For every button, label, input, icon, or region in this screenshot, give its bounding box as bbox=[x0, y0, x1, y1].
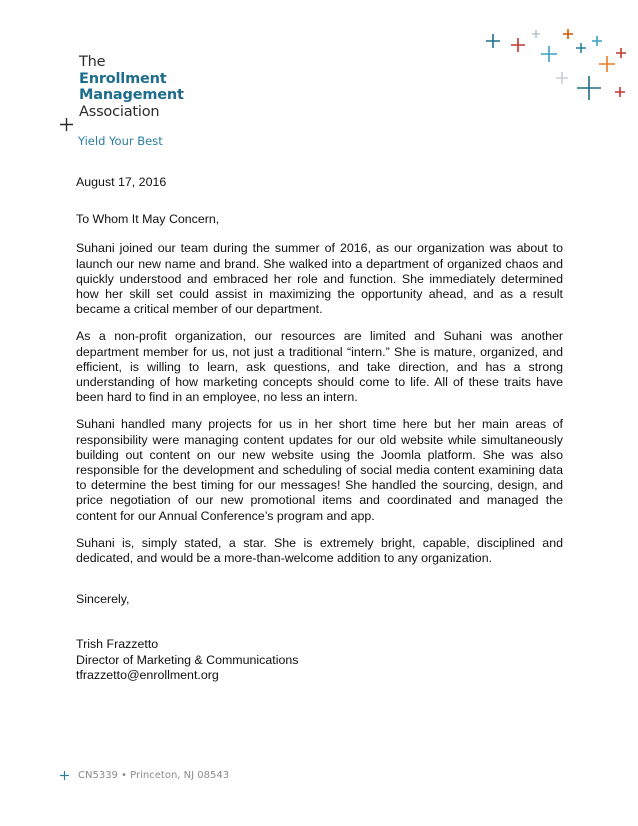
letter-greeting: To Whom It May Concern, bbox=[76, 212, 220, 227]
letter-body bbox=[76, 175, 563, 683]
cross-mark bbox=[563, 29, 573, 39]
cross-mark bbox=[615, 87, 625, 97]
body-paragraph: Suhani joined our team during the summer of 2016, as our organization was about to launch our new name and brand. She walked into a department of organized chaos and quickly understood and embraced her role and function. She immediately determined how her skill set could assist in maximizing the opportunity ahead, and as a result became a critical member of our department. bbox=[76, 241, 563, 317]
logo-line-the: The bbox=[79, 54, 106, 70]
plus-icon bbox=[60, 118, 73, 131]
letter-closing: Sincerely, bbox=[76, 592, 130, 607]
cross-mark bbox=[541, 46, 557, 62]
signature-block bbox=[76, 637, 563, 683]
logo-line-enrollment: Enrollment bbox=[79, 70, 167, 87]
decorative-crosses-icon bbox=[478, 26, 630, 104]
letter-date: August 17, 2016 bbox=[76, 175, 167, 189]
footer-address: CN5339 • Princeton, NJ 08543 bbox=[78, 770, 230, 781]
cross-mark bbox=[577, 76, 601, 100]
logo-line-management: Management bbox=[79, 87, 184, 103]
cross-mark bbox=[556, 72, 568, 84]
cross-mark bbox=[616, 48, 626, 58]
cross-mark bbox=[532, 30, 540, 38]
footer bbox=[60, 770, 229, 781]
body-paragraph: Suhani is, simply stated, a star. She is extremely bright, capable, disciplined and dedicated, and would be a more-than-welcome addition to any organization. bbox=[76, 535, 563, 566]
tagline: Yield Your Best bbox=[78, 134, 163, 148]
cross-mark bbox=[592, 36, 602, 46]
logo-line-association: Association bbox=[79, 103, 160, 120]
cross-mark bbox=[599, 56, 615, 72]
cross-mark bbox=[486, 34, 500, 48]
signer-email-link[interactable]: tfrazzetto@enrollment.org bbox=[76, 667, 219, 682]
organization-logo bbox=[79, 54, 184, 120]
body-paragraph: As a non-profit organization, our resources are limited and Suhani was another department member for us, not just a traditional “intern.” She is mature, organized, and efficient, is willing to learn, ask questions, and take direction, and has a strong understanding of how marketing concepts should come to life. All of these traits have been hard to find in an employee, no less an intern. bbox=[76, 329, 563, 405]
cross-mark bbox=[511, 38, 525, 52]
signer-title: Director of Marketing & Communications bbox=[76, 652, 299, 667]
cross-mark bbox=[576, 43, 586, 53]
signer-name: Trish Frazzetto bbox=[76, 637, 159, 652]
body-paragraph: Suhani handled many projects for us in her short time here but her main areas of responsibility were managing content updates for our old website while simultaneously building out content on our new website using the Joomla platform. She was also responsible for the development and scheduling of social media content examining data to determine the best timing for our messages! She handled the sourcing, design, and price negotiation of our new promotional items and coordinated and managed the content for our Annual Conference’s program and app. bbox=[76, 417, 563, 523]
plus-icon bbox=[60, 771, 69, 780]
